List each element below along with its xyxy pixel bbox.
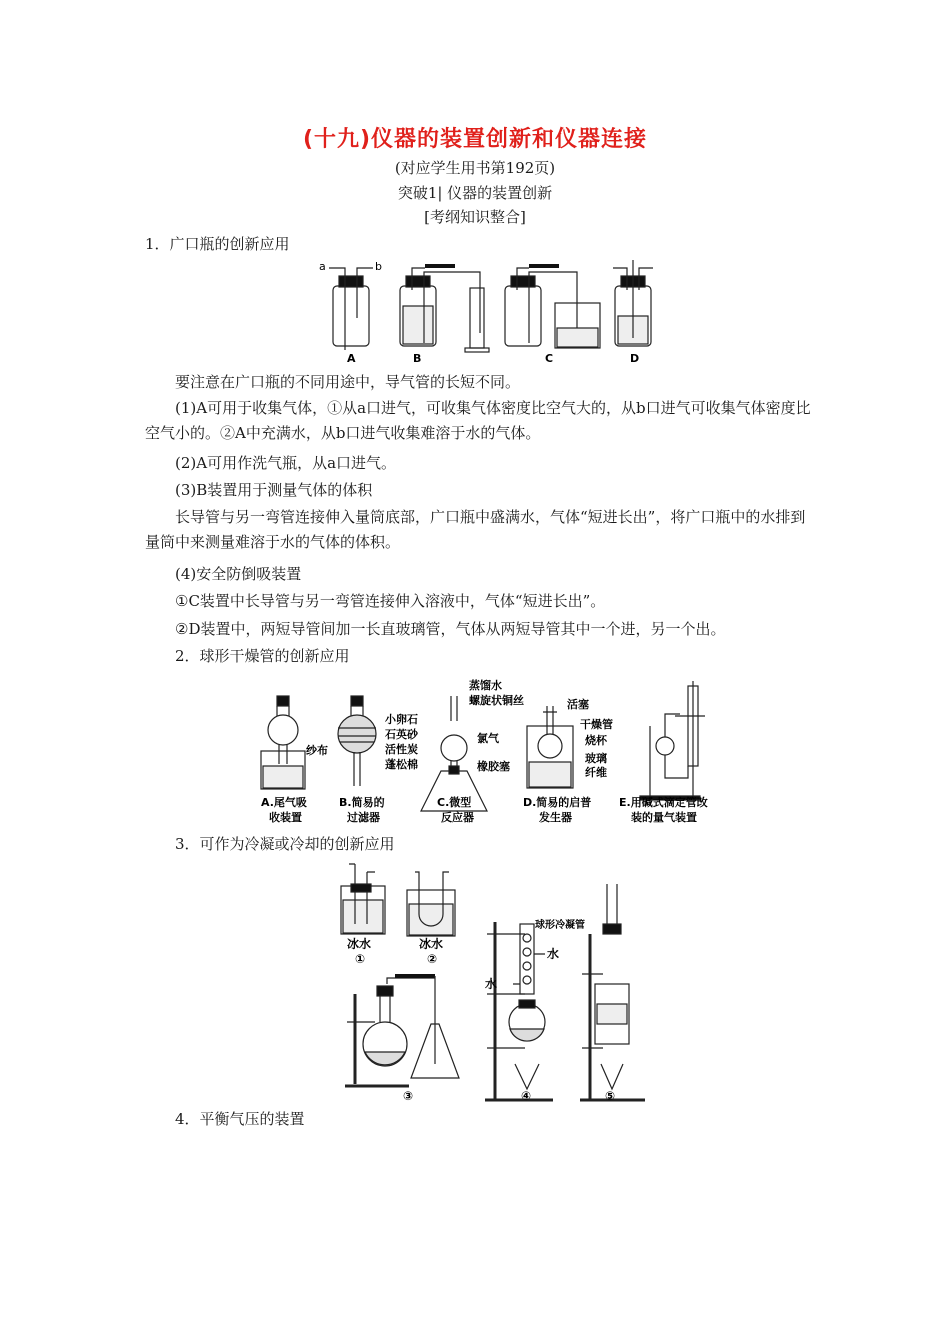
cooling-figure: [335, 864, 635, 1102]
label-n2: ②: [427, 952, 438, 966]
label-A: A: [347, 352, 356, 365]
label-n5: ⑤: [605, 1089, 616, 1103]
drying-tube-figure: [255, 676, 735, 826]
heading-2: 2．球形干燥管的创新应用: [175, 647, 350, 665]
label-n3: ③: [403, 1089, 414, 1103]
label-n4: ④: [521, 1089, 532, 1103]
label-cotton: 蓬松棉: [385, 758, 418, 771]
label-b: b: [375, 260, 382, 273]
caption-B2: 过滤器: [347, 811, 380, 824]
label-condenser: 球形冷凝管: [535, 920, 585, 931]
label-glass2: 纤维: [585, 766, 607, 779]
label-ice2: 冰水: [419, 937, 444, 951]
caption-B1: B.简易的: [339, 796, 385, 809]
caption-E1: E.用碱式滴定管改: [619, 796, 708, 809]
heading-3: 3．可作为冷凝或冷却的创新应用: [175, 835, 395, 853]
caption-D1: D.简易的启普: [523, 796, 592, 809]
para-s1-7: ②D装置中，两短导管间加一长直玻璃管，气体从两短导管其中一个进，另一个出。: [175, 620, 726, 638]
label-water: 蒸馏水: [469, 679, 502, 692]
wide-bottle-figure: [315, 258, 660, 368]
para-s1-1: (1)A可用于收集气体，①从a口进气，可收集气体密度比空气大的，从b口进气可收集气体密度比空气小的。②A中充满水，从b口进气收集难溶于水的气体。: [145, 399, 811, 442]
label-copper: 螺旋状铜丝: [469, 694, 524, 707]
caption-A2: 收装置: [269, 811, 302, 824]
label-ice1: 冰水: [347, 937, 372, 951]
label-C: C: [545, 352, 554, 365]
label-drytube: 干燥管: [580, 718, 613, 731]
label-gauze: 纱布: [306, 744, 328, 757]
label-chlorine: 氯气: [477, 732, 499, 745]
label-pebble: 小卵石: [385, 713, 418, 726]
heading-4: 4．平衡气压的装置: [175, 1110, 305, 1128]
page-title: (十九)仪器的装置创新和仪器连接: [302, 127, 648, 152]
label-water-in: 水: [485, 977, 498, 991]
label-glass1: 玻璃: [585, 752, 607, 765]
label-quartz: 石英砂: [385, 728, 418, 741]
section-heading: 突破1| 仪器的装置创新: [397, 184, 553, 202]
label-B: B: [413, 352, 422, 365]
label-cock: 活塞: [567, 698, 589, 711]
para-s1-2: (2)A可用作洗气瓶，从a口进气。: [175, 454, 397, 472]
para-s1-5: (4)安全防倒吸装置: [175, 565, 302, 583]
label-D: D: [630, 352, 640, 365]
bracket-heading: [考纲知识整合]: [424, 208, 526, 226]
label-beaker: 烧杯: [585, 734, 607, 747]
caption-C1: C.微型: [437, 796, 472, 809]
label-n1: ①: [355, 952, 366, 966]
para-s1-6: ①C装置中长导管与另一弯管连接伸入溶液中，气体“短进长出”。: [175, 592, 606, 610]
caption-C2: 反应器: [441, 811, 474, 824]
para-s1-0: 要注意在广口瓶的不同用途中，导气管的长短不同。: [175, 373, 521, 391]
heading-1: 1．广口瓶的创新应用: [145, 235, 290, 253]
subtitle: (对应学生用书第192页): [394, 159, 556, 177]
para-s1-3: (3)B装置用于测量气体的体积: [175, 481, 373, 499]
label-stopper: 橡胶塞: [477, 760, 510, 773]
caption-A1: A.尾气吸: [261, 796, 307, 809]
label-carbon: 活性炭: [385, 743, 418, 756]
para-s1-4: 长导管与另一弯管连接伸入量筒底部，广口瓶中盛满水，气体“短进长出”，将广口瓶中的水排到量筒中来测量难溶于水的气体的体积。: [145, 508, 806, 551]
label-water-out: 水: [547, 947, 560, 961]
label-a: a: [319, 260, 326, 273]
caption-E2: 装的量气装置: [631, 811, 697, 824]
caption-D2: 发生器: [539, 811, 572, 824]
